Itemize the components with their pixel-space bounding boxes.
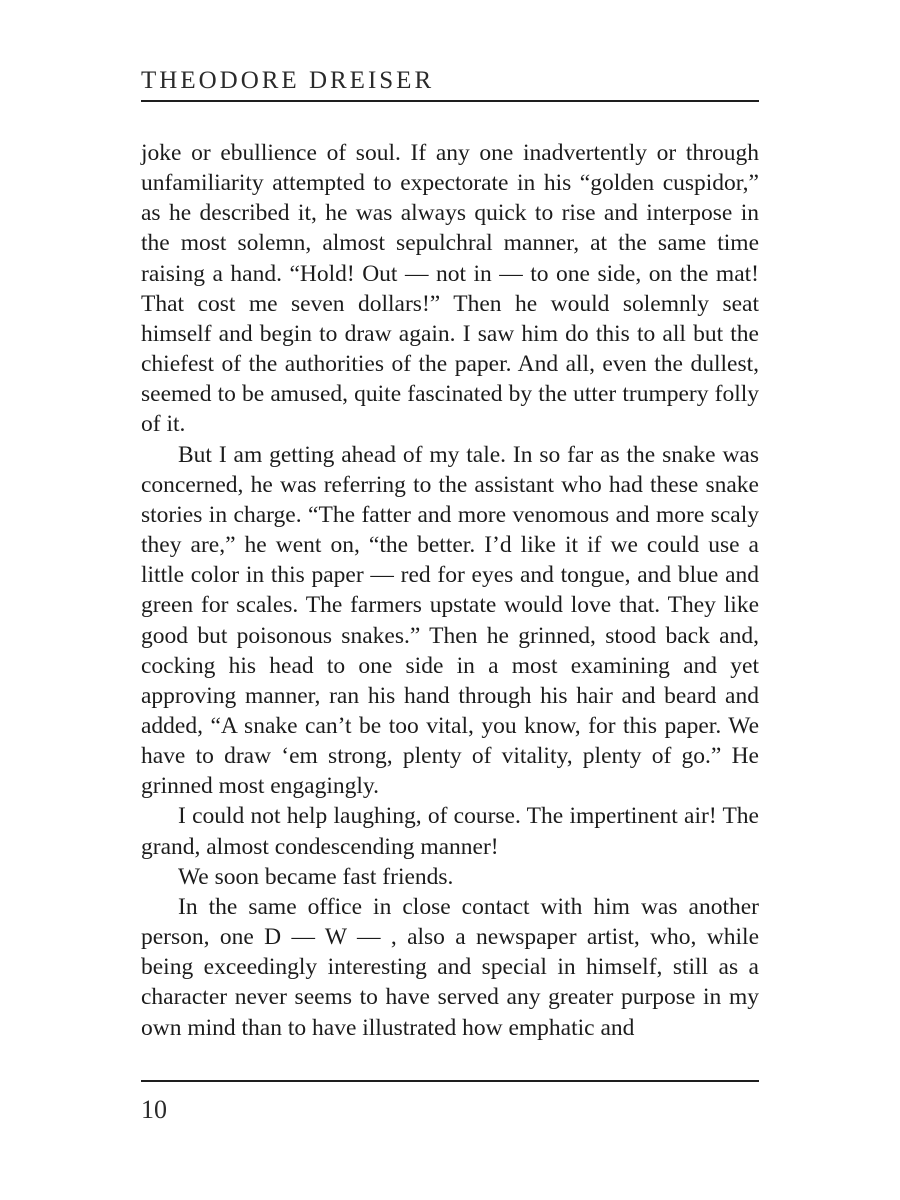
footer-rule [141,1080,759,1082]
paragraph-laughing: I could not help laughing, of course. The impertinent air! The grand, almost condescending manner! [141,803,759,860]
paragraph-same-office: In the same office in close contact with him was another person, one D — W — , also a newspaper artist, who, while being exceedingly interesting and special in himself, still as a character never seems to have served any greater purpose in my own mind than to have illustrated how emphatic and [141,893,759,1041]
paragraph-snake-tale: But I am getting ahead of my tale. In so far as the snake was concerned, he was referring to the assistant who had these snake stories in charge. “The fatter and more venomous and more scaly they are,” he went on, “the better. I’d like it if we could use a little color in this paper — red for eyes and tongue, and blue and green for scales. The farmers upstate would love that. They like good but poisonous snakes.” Then he grinned, stood back and, cocking his head to one side in a most examining and yet approving manner, ran his hand through his hair and beard and added, “A snake can’t be too vital, you know, for this paper. We have to draw ‘em strong, plenty of vitality, plenty of go.” He grinned most engagingly. [141,441,759,800]
body-text [141,138,759,1043]
page-number: 10 [141,1095,167,1124]
header-rule [141,100,759,102]
paragraph-fast-friends: We soon became fast friends. [178,863,454,890]
running-head-title: THEODORE DREISER [141,67,435,94]
paragraph-continued: joke or ebullience of soul. If any one inadvertently or through unfamiliarity attempted to expectorate in his “golden cuspidor,” as he described it, he was always quick to rise and interpose in the most solemn, almost sepulchral manner, at the same time raising a hand. “Hold! Out — not in — to one side, on the mat! That cost me seven dollars!” Then he would solemnly seat himself and begin to draw again. I saw him do this to all but the chiefest of the authorities of the paper. And all, even the dullest, seemed to be amused, quite fascinated by the utter trumpery folly of it. [141,140,759,438]
